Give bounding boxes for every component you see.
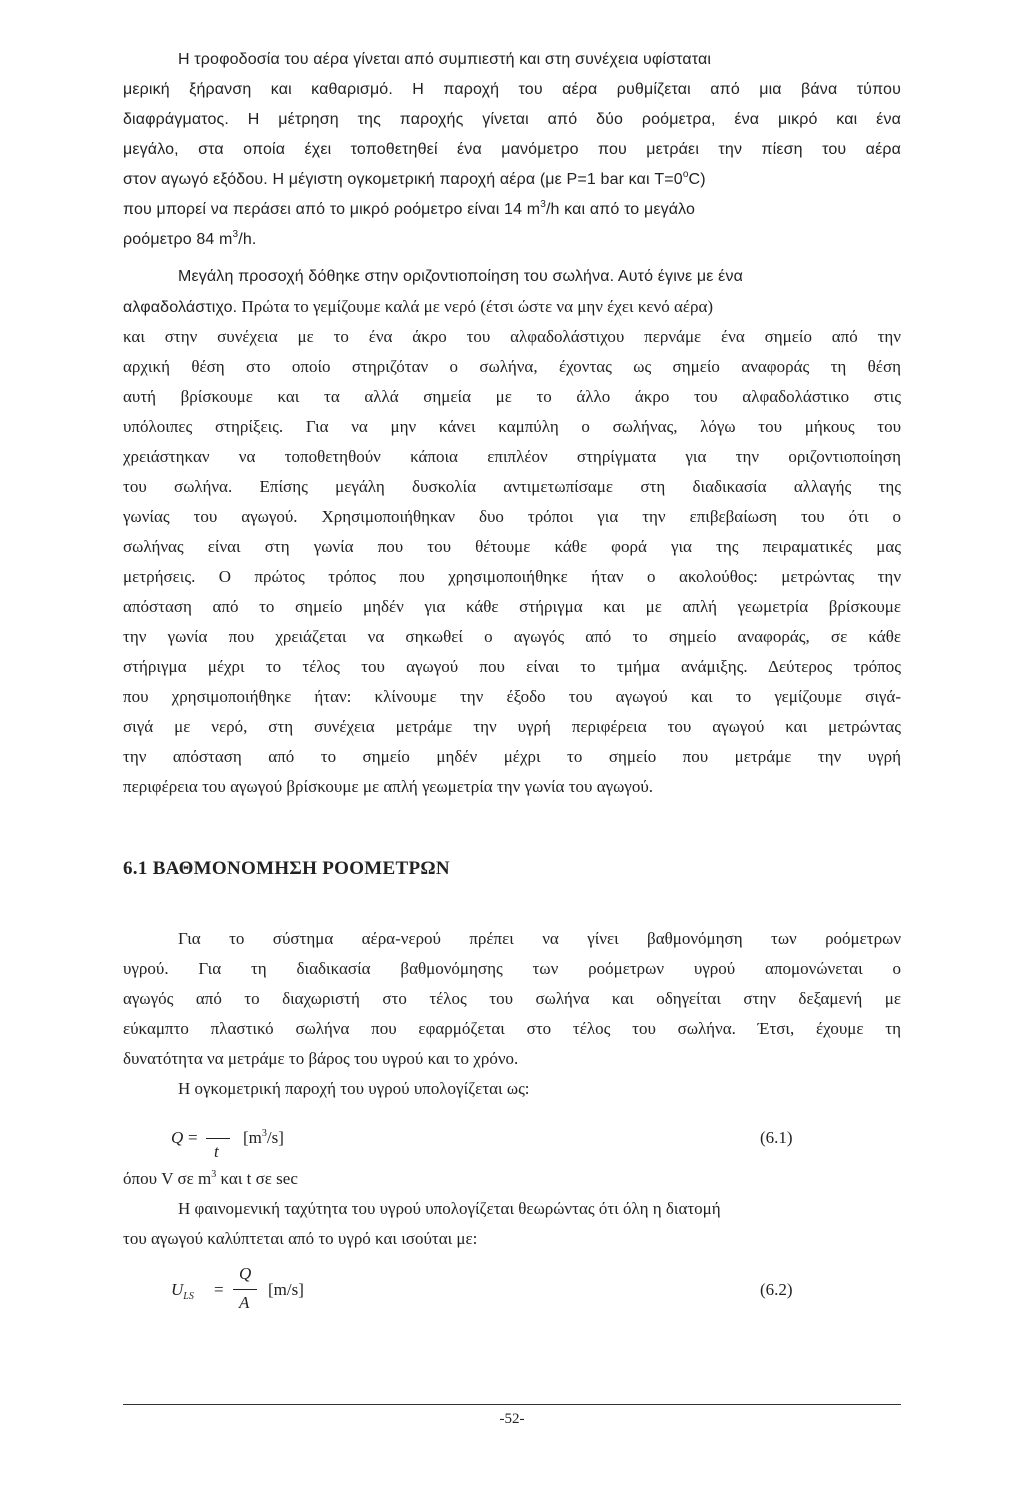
eq1-lhs: Q [171, 1128, 184, 1147]
p1-line-5-content [123, 169, 901, 191]
p1-line-1: Η τροφοδοσία του αέρα γίνεται από συμπιεστή και στη συνέχεια υφίσταται [178, 51, 712, 68]
eq2-lhs-sub: LS [183, 1291, 194, 1302]
p3-line-3: αγωγός από το διαχωριστή στο τέλος του σωλήνα και οδηγείται στην δεξαμενή με [123, 989, 901, 1008]
p4-line-1: Η φαινομενική ταχύτητα του υγρού υπολογίζεται θεωρώντας ότι όλη η διατομή [178, 1199, 721, 1218]
eq1-unit-sup: 3 [261, 1128, 267, 1139]
p2-line-15: που χρησιμοποιήθηκε ήταν: κλίνουμε την έξοδο του αγωγού και το γεμίζουμε σιγά- [123, 687, 901, 706]
p1-line-4: μεγάλο, στα οποία έχει τοποθετηθεί ένα μανόμετρο που μετράει την πίεση του αέρα [123, 141, 901, 158]
eq1-fraction-bar [206, 1138, 230, 1139]
p1-line-7 [123, 229, 901, 251]
footer-rule [123, 1404, 901, 1405]
p2-line-9: γωνίας του αγωγού. Χρησιμοποιήθηκαν δυο τρόποι για την επιβεβαίωση του ότι ο [123, 507, 901, 526]
where-line [123, 1168, 901, 1190]
eq2-lhs-u: U [171, 1280, 184, 1299]
p1-line-7-a: ροόμετρο 84 m [123, 231, 233, 248]
eq1-unit-b: /s] [266, 1128, 284, 1147]
p2-line-4: αρχική θέση στο οποίο στηριζόταν ο σωλήνα, έχοντας ως σημείο αναφοράς τη θέση [123, 357, 901, 376]
p2-line-14: στήριγμα μέχρι το τέλος του αγωγού που είναι το τμήμα ανάμιξης. Δεύτερος τρόπος [123, 657, 901, 676]
p3-line-2: υγρού. Για τη διαδικασία βαθμονόμησης των ροόμετρων υγρού απομονώνεται ο [123, 959, 901, 978]
where-b: και t σε sec [216, 1169, 298, 1188]
p2-line-18: περιφέρεια του αγωγού βρίσκουμε με απλή γεωμετρία την γωνία του αγωγού. [123, 777, 653, 796]
p2-line-6: υπόλοιπες στηρίξεις. Για να μην κάνει καμπύλη ο σωλήνας, λόγω του μήκους του [123, 417, 901, 436]
eq2-denominator: A [239, 1293, 250, 1312]
p1-line-6 [123, 199, 901, 221]
eq2-unit: [m/s] [268, 1280, 304, 1299]
p2-line-7: χρειάστηκαν να τοποθετηθούν κάποια επιπλέον στηρίγματα για την οριζοντιοποίηση [123, 447, 901, 466]
p2-line-11: μετρήσεις. Ο πρώτος τρόπος που χρησιμοποιήθηκε ήταν ο ακολούθος: μετρώντας την [123, 567, 901, 586]
p2-line-16: σιγά με νερό, στη συνέχεια μετράμε την υγρή περιφέρεια του αγωγού και μετρώντας [123, 717, 901, 736]
eq1-number: (6.1) [760, 1128, 793, 1147]
p3-line-5: δυνατότητα να μετράμε το βάρος του υγρού και το χρόνο. [123, 1049, 519, 1068]
page-number: -52- [499, 1411, 525, 1427]
p2-line-2-b: Πρώτα το γεμίζουμε καλά με νερό (έτσι ώστε να μην έχει κενό αέρα) [237, 297, 714, 316]
eq2-equals: = [214, 1280, 224, 1299]
p2-line-8: του σωλήνα. Επίσης μεγάλη δυσκολία αντιμετωπίσαμε στη διαδικασία αλλαγής της [123, 477, 901, 496]
p3-intro: Η ογκομετρική παροχή του υγρού υπολογίζεται ως: [178, 1079, 530, 1098]
p3-line-4: εύκαμπτο πλαστικό σωλήνα που εφαρμόζεται στο τέλος του σωλήνα. Έτσι, έχουμε τη [123, 1019, 901, 1038]
p3-line-1: Για το σύστημα αέρα-νερού πρέπει να γίνει βαθμονόμηση των ροόμετρων [178, 929, 901, 948]
p1-line-6-b: /h και από το μεγάλο [545, 201, 696, 218]
p1-line-2: μερική ξήρανση και καθαρισμό. Η παροχή του αέρα ρυθμίζεται από μια βάνα τύπου [123, 81, 901, 98]
p4-line-2: του αγωγού καλύπτεται από το υγρό και ισούται με: [123, 1229, 478, 1248]
eq2-numerator: Q [239, 1264, 252, 1283]
p2-line-2-a: αλφαδολάστιχο. [123, 299, 238, 316]
eq2-number: (6.2) [760, 1280, 793, 1299]
p2-line-3: και στην συνέχεια με το ένα άκρο του αλφαδολάστιχου περνάμε ένα σημείο από την [123, 327, 901, 346]
degree-sup: o [682, 169, 689, 180]
p2-line-2 [123, 296, 901, 319]
p2-line-12: απόσταση από το σημείο μηδέν για κάθε στήριγμα και με απλή γεωμετρία βρίσκουμε [123, 597, 901, 616]
eq1-equals: = [188, 1128, 198, 1147]
p2-line-10: σωλήνας είναι στη γωνία που του θέτουμε κάθε φορά για της πειραματικές μας [123, 537, 901, 556]
p1-line-3: διαφράγματος. Η μέτρηση της παροχής γίνεται από δύο ροόμετρα, ένα μικρό και ένα [123, 111, 901, 128]
eq2-fraction-bar [233, 1289, 257, 1290]
section-heading: 6.1 ΒΑΘΜΟΝΟΜΗΣΗ ΡΟΟΜΕΤΡΩΝ [123, 858, 450, 879]
p2-line-17: την απόσταση από το σημείο μηδέν μέχρι το σημείο που μετράμε την υγρή [123, 747, 901, 766]
p2-line-13: την γωνία που χρειάζεται να σηκωθεί ο αγωγός από το σημείο αναφοράς, σε κάθε [123, 627, 901, 646]
p1-line-5-text [123, 169, 706, 191]
eq1-unit [243, 1128, 284, 1148]
eq1-unit-a: [m [243, 1128, 262, 1147]
p1-line-5 [123, 169, 901, 191]
p2-line-5: αυτή βρίσκουμε και τα αλλά σημεία με το άλλο άκρο του αλφαδολάστικο στις [123, 387, 901, 406]
where-a: όπου V σε m [123, 1169, 212, 1188]
p1-line-6-a: που μπορεί να περάσει από το μικρό ροόμετρο είναι 14 m [123, 201, 541, 218]
p1-line-7-b: /h. [238, 231, 257, 248]
eq2-lhs [171, 1280, 194, 1300]
p1-line-5-a: στον αγωγό εξόδου. Η μέγιστη ογκομετρική παροχή αέρα (με P=1 bar και T=0 [123, 171, 683, 188]
cubic-sup: 3 [232, 229, 239, 240]
cubic-sup: 3 [540, 199, 546, 210]
eq1-denominator: t [214, 1142, 219, 1161]
p2-line-1: Μεγάλη προσοχή δόθηκε στην οριζοντιοποίηση του σωλήνα. Αυτό έγινε με ένα [178, 268, 744, 285]
p1-line-5-b: C) [688, 171, 706, 188]
where-sup: 3 [211, 1169, 217, 1180]
